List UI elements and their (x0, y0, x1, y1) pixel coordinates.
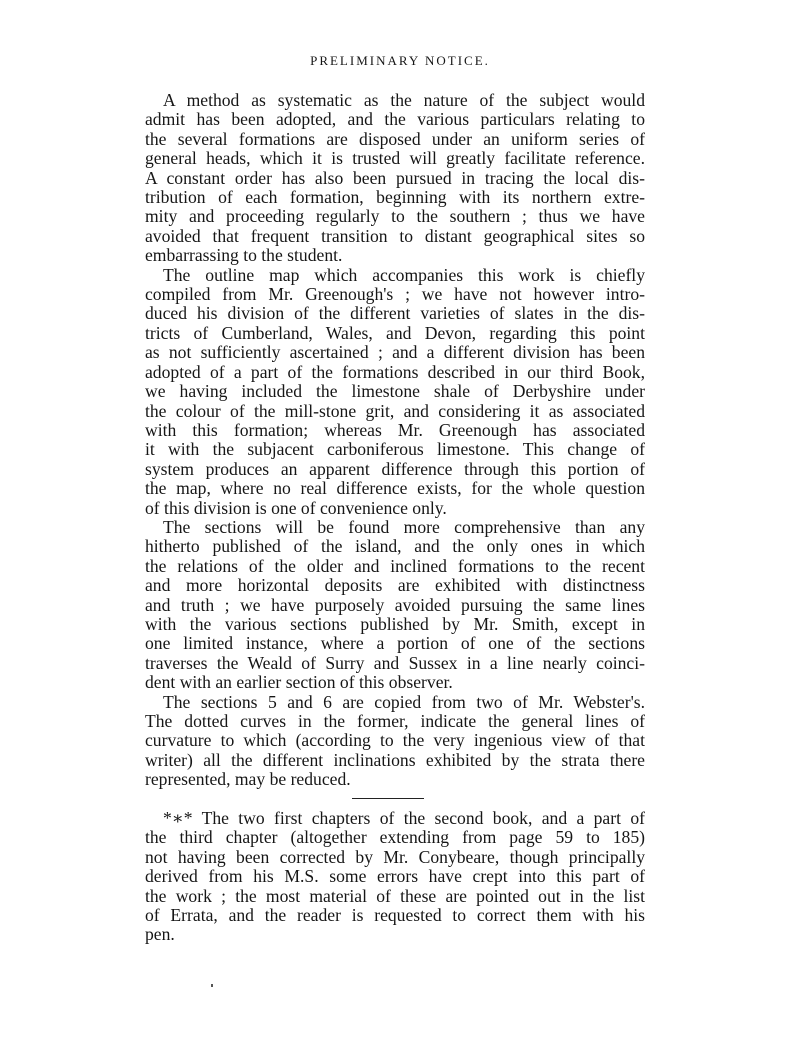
text-line: with this formation; whereas Mr. Greenough has associated (145, 419, 645, 440)
text-line: admit has been adopted, and the various particulars relating to (145, 109, 645, 130)
text-line: The sections will be found more comprehensive than any (163, 516, 645, 537)
text-line: the colour of the mill-stone grit, and considering it as associated (145, 400, 645, 421)
text-line: the third chapter (altogether extending from page 59 to 185) (145, 827, 645, 848)
text-line: the several formations are disposed under an uniform series of (145, 128, 645, 149)
text-line: dent with an earlier section of this observer. (145, 672, 453, 693)
text-line: A constant order has also been pursued in tracing the local dis- (145, 167, 645, 188)
text-line: it with the subjacent carboniferous limestone. This change of (145, 439, 645, 460)
text-line: as not sufficiently ascertained ; and a different division has been (145, 342, 645, 363)
text-line: of Errata, and the reader is requested to correct them with his (145, 905, 645, 926)
paragraph-webster-sections (145, 693, 645, 790)
text-line: The outline map which accompanies this work is chiefly (163, 264, 645, 285)
text-line: duced his division of the different varieties of slates in the dis- (145, 303, 645, 324)
text-line: tribution of each formation, beginning with its northern extre- (145, 187, 645, 208)
text-line: writer) all the different inclinations exhibited by the strata there (145, 749, 645, 770)
paragraph-outline-map (145, 266, 645, 518)
text-line: we having included the limestone shale of Derbyshire under (145, 381, 645, 402)
text-line: the map, where no real difference exists, for the whole question (145, 478, 645, 499)
footnote-rule (352, 798, 424, 799)
text-line: derived from his M.S. some errors have crept into this part of (145, 866, 645, 887)
text-line: hitherto published of the island, and the only ones in which (145, 536, 645, 557)
paragraph-method (145, 91, 645, 266)
footnote (145, 809, 645, 945)
text-line: mity and proceeding regularly to the southern ; thus we have (145, 206, 645, 227)
text-line: *∗* The two first chapters of the second book, and a part of (163, 808, 645, 828)
text-line: and truth ; we have purposely avoided pursuing the same lines (145, 594, 645, 615)
text-line: one limited instance, where a portion of one of the sections (145, 633, 645, 654)
text-line: A method as systematic as the nature of the subject would (163, 90, 645, 110)
text-line: the relations of the older and inclined formations to the recent (145, 555, 645, 576)
text-line: system produces an apparent difference through this portion of (145, 458, 645, 479)
text-line: not having been corrected by Mr. Conybeare, though principally (145, 846, 645, 867)
main-text (145, 91, 645, 790)
text-line: compiled from Mr. Greenough's ; we have not however intro- (145, 284, 645, 305)
running-head: PRELIMINARY NOTICE. (310, 53, 490, 68)
print-speck (211, 984, 213, 987)
text-line: general heads, which it is trusted will greatly facilitate reference. (145, 148, 645, 169)
paragraph-sections (145, 518, 645, 693)
text-line: traverses the Weald of Surry and Sussex in a line nearly coinci- (145, 652, 645, 673)
text-line: curvature to which (according to the very ingenious view of that (145, 730, 645, 751)
footnote-paragraph (145, 809, 645, 945)
text-line: of this division is one of convenience only. (145, 497, 447, 518)
text-line: tricts of Cumberland, Wales, and Devon, regarding this point (145, 322, 645, 343)
text-line: The dotted curves in the former, indicate the general lines of (145, 711, 645, 731)
text-line: adopted of a part of the formations described in our third Book, (145, 361, 645, 382)
text-line: and more horizontal deposits are exhibited with distinctness (145, 575, 645, 596)
text-line: embarrassing to the student. (145, 245, 343, 266)
text-line: pen. (145, 924, 175, 945)
text-line: avoided that frequent transition to distant geographical sites so (145, 225, 645, 246)
text-line: The sections 5 and 6 are copied from two of Mr. Webster's. (163, 691, 645, 712)
text-line: represented, may be reduced. (145, 769, 351, 790)
text-line: the work ; the most material of these are pointed out in the list (145, 885, 645, 906)
text-line: with the various sections published by Mr. Smith, except in (145, 613, 645, 634)
